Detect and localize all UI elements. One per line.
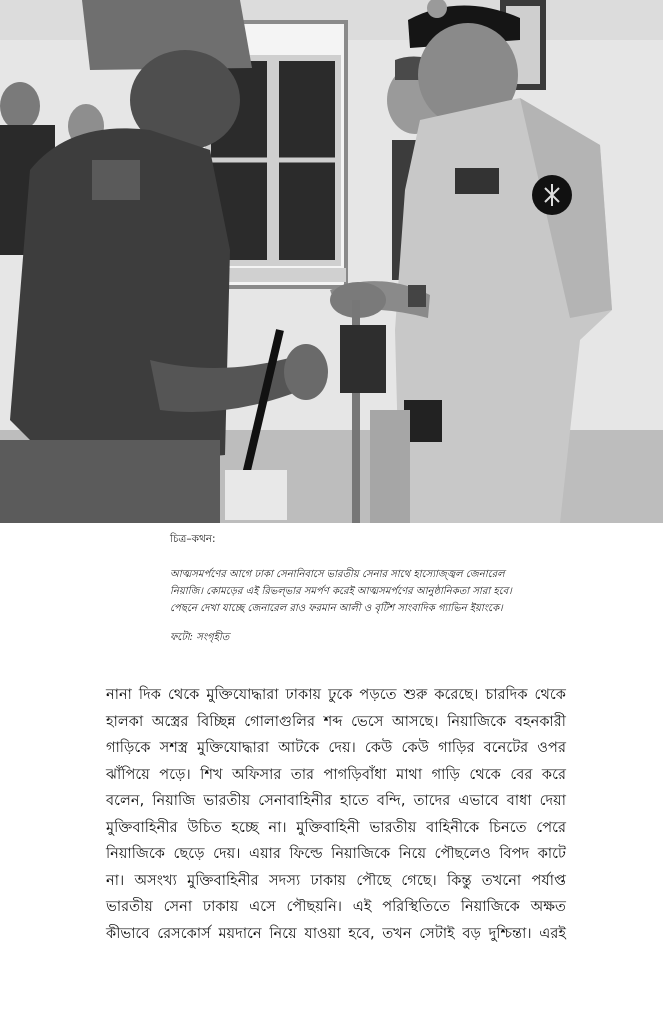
body-line: ভারতীয় সেনা ঢাকায় এসে পৌছয়নি। এই পরিস্থিতিতে নিয়াজিকে অক্ষত	[106, 898, 566, 915]
body-paragraph	[106, 682, 566, 947]
body-line: ঝাঁপিয়ে পড়ে। শিখ অফিসার তার পাগড়িবাঁধা মাথা গাড়ি থেকে বের করে	[106, 765, 566, 783]
body-line: মুক্তিবাহিনীর উচিত হচ্ছে না। মুক্তিবাহিনী ভারতীয় বাহিনীকে চিনতে পেরে	[106, 818, 566, 836]
photo-caption	[170, 566, 570, 617]
body-line: বলেন, নিয়াজি ভারতীয় সেনাবাহিনীর হাতে বন্দি, তাদের এভাবে বাধা দেয়া	[106, 792, 566, 809]
caption-heading: চিত্র–কথন:	[170, 533, 216, 545]
body-line: হালকা অস্ত্রের বিচ্ছিন্ন গোলাগুলির শব্দ ভেসে আসছে। নিয়াজিকে বহনকারী	[106, 712, 566, 730]
photo-credit: ফটো: সংগৃহীত	[170, 632, 230, 643]
caption-line: আত্মসমর্পণের আগে ঢাকা সেনানিবাসে ভারতীয় সেনার সাথে হাস্যোজ্জ্বল জেনারেল	[170, 569, 505, 580]
body-line: নিয়াজিকে ছেড়ে দেয়। এয়ার ফিল্ডে নিয়াজিকে নিয়ে পৌছলেও বিপদ কাটে	[106, 845, 566, 862]
body-line: গাড়িকে সশস্ত্র মুক্তিযোদ্ধারা আটকে দেয়। কেউ কেউ গাড়ির বনেটের ওপর	[106, 739, 566, 756]
caption-line: নিয়াজি। কোমড়ের এই রিভল্ভার সমর্পণ করেই আত্মসমর্পণের আনুষ্ঠানিকতা সারা হবে।	[170, 586, 512, 597]
body-line: না। অসংখ্য মুক্তিবাহিনীর সদস্য ঢাকায় পৌছে গেছে। কিন্তু তখনো পর্যাপ্ত	[106, 871, 566, 889]
body-line: নানা দিক থেকে মুক্তিযোদ্ধারা ঢাকায় ঢুকে পড়তে শুরু করেছে। চারদিক থেকে	[106, 686, 566, 703]
caption-line: পেছনে দেখা যাচ্ছে জেনারেল রাও ফরমান আলী ও বৃটিশ সাংবাদিক গ্যাভিন ইয়াংকে।	[170, 603, 503, 614]
body-line: কীভাবে রেসকোর্স ময়দানে নিয়ে যাওয়া হবে, তখন সেটাই বড় দুশ্চিন্তা। এরই	[106, 924, 566, 942]
